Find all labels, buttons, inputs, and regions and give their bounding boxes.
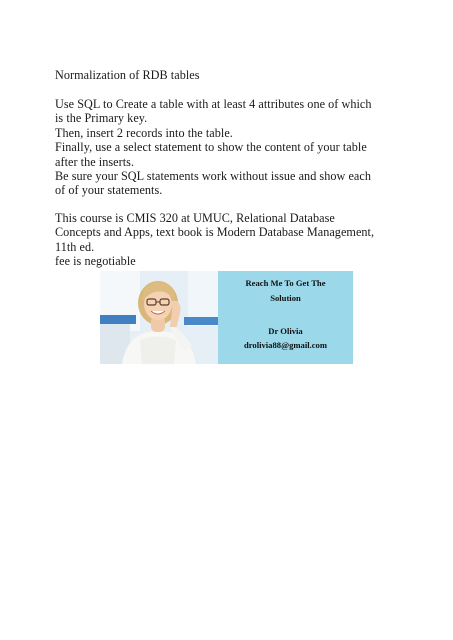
- course-line: 11th ed.: [55, 239, 95, 254]
- course-line: Concepts and Apps, text book is Modern Database Management,: [55, 225, 375, 240]
- course-line: This course is CMIS 320 at UMUC, Relational Database: [55, 211, 335, 225]
- course-info: [55, 211, 405, 269]
- contact-banner: [100, 271, 353, 364]
- document-title-block: [55, 68, 405, 82]
- fee-line: fee is negotiable: [55, 254, 136, 269]
- task-line: of of your statements.: [55, 183, 163, 198]
- contact-panel: [218, 271, 353, 364]
- tutor-photo: [100, 271, 218, 364]
- task-line: Then, insert 2 records into the table.: [55, 125, 233, 140]
- document-title: Normalization of RDB tables: [55, 68, 200, 82]
- tutor-portrait-illustration: [100, 271, 218, 364]
- task-line: Use SQL to Create a table with at least 4 attributes one of which: [55, 97, 372, 111]
- task-description: [55, 97, 405, 198]
- contact-email: drolivia88@gmail.com: [243, 340, 328, 350]
- task-line: Be sure your SQL statements work without issue and show each: [55, 169, 371, 184]
- task-line: Finally, use a select statement to show the content of your table: [55, 140, 367, 155]
- promo-headline: Reach Me To Get The: [245, 278, 326, 288]
- contact-name: Dr Olivia: [268, 326, 303, 336]
- task-line: is the Primary key.: [55, 111, 148, 126]
- promo-headline-solution: Solution: [270, 293, 301, 303]
- task-line: after the inserts.: [55, 154, 135, 169]
